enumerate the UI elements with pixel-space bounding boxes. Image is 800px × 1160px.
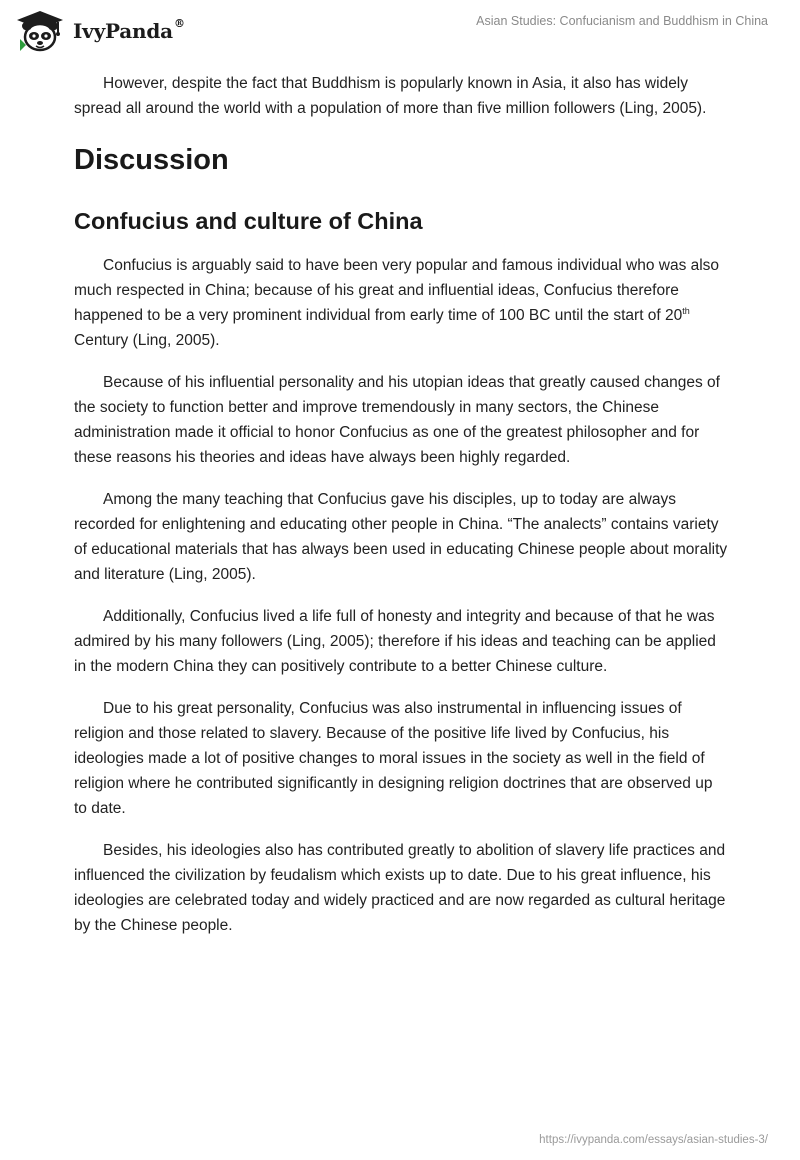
paragraph: Among the many teaching that Confucius gave his disciples, up to today are always recorded for enlightening and educating other people in China. “The analects” contains variety of educational materials that has always been used in educating Chinese people about morality and literature (Ling, 2005). [74, 491, 728, 583]
brand-name: IvyPanda® [73, 17, 185, 43]
registered-mark: ® [173, 17, 185, 30]
page-header [0, 0, 800, 70]
panda-logo-icon [14, 9, 66, 53]
section-heading-discussion: Discussion [74, 144, 229, 176]
source-url-link[interactable]: https://ivypanda.com/essays/asian-studies-3/ [539, 1134, 768, 1146]
subsection-heading-confucius: Confucius and culture of China [74, 208, 423, 234]
document-title: Asian Studies: Confucianism and Buddhism in China [476, 14, 768, 28]
essay-body [74, 71, 728, 955]
intro-paragraph: However, despite the fact that Buddhism is popularly known in Asia, it also has widely spread all around the world with a population of more than five million followers (Ling, 2005). [74, 75, 707, 117]
brand-logo-link[interactable] [14, 9, 185, 53]
paragraph-confucius-intro: Confucius is arguably said to have been very popular and famous individual who was also much respected in China; because of his great and influential ideas, Confucius therefore happened to be a very prominent individual from early time of 100 BC until the start of 20th Century (Ling, 2005). [74, 257, 720, 349]
paragraph: Due to his great personality, Confucius was also instrumental in influencing issues of religion and those related to slavery. Because of the positive life lived by Confucius, his ideologies made a lot of positive changes to moral issues in the society as well in the field of religion where he contributed significantly in designing religion doctrines that are observed up to date. [74, 700, 713, 817]
paragraph: Additionally, Confucius lived a life full of honesty and integrity and because of that he was admired by his many followers (Ling, 2005); therefore if his ideas and teaching can be applied in the modern China they can positively contribute to a better Chinese culture. [74, 608, 716, 675]
paragraph: Besides, his ideologies also has contributed greatly to abolition of slavery life practices and influenced the civilization by feudalism which exists up to date. Due to his great influence, his ideologies are celebrated today and widely practiced and are now regarded as cultural heritage by the Chinese people. [74, 842, 726, 934]
paragraph: Because of his influential personality and his utopian ideas that greatly caused changes of the society to function better and improve tremendously in many sectors, the Chinese administration made it official to honor Confucius as one of the greatest philosopher and for these reasons his theories and ideas have always been highly regarded. [74, 374, 720, 466]
ordinal-superscript: th [682, 305, 690, 316]
